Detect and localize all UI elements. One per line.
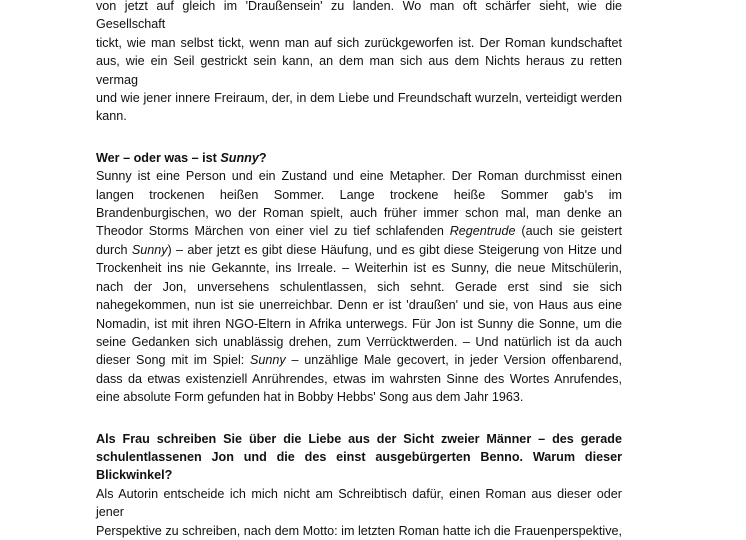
answer-paragraph-perspective [96,485,622,540]
document-page [96,0,622,540]
answer-1-text: Sunny ist eine Person und ein Zustand und eine Metapher. Der Roman durchmisst einen langen trockenen heißen Sommer. Lange trockene heiße Sommer gab's im Brandenburgischen, wo der Roman spielt, auch früher immer schon mal, man denke an Theodor Storms Märchen von einer viel zu tief schlafenden [96,169,622,239]
intro-line: von jetzt auf gleich im 'Draußensein' zu landen. Wo man oft schärfer sieht, wie die Gesellschaft [96,0,622,32]
answer-1-emphasis: Sunny [131,242,168,257]
intro-line: aus, wie ein Seil gestrickt sein kann, an dem man sich aus dem Nichts heraus zu retten vermag [96,54,622,87]
answer-1-text: ) – aber jetzt es gibt diese Häufung, und es gibt diese Steigerung von Hitze und Trockenheit ins nie Gekannte, ins Irreale. – Weiterhin ist es Sunny, die neue Mitschülerin, nach der Jon, unversehens schulentlassen, sich sehnt. Gerade erst sind sie sich nahegekommen, nun ist sie unerreichbar. Denn er ist 'draußen' und sie, von Haus aus eine Nomadin, ist mit ihren NGO-Eltern in Afrika unterwegs. Für Jon ist Sunny die Sonne, um die seine Gedanken sich unablässig drehen, zum Verrücktwerden. – Und natürlich ist da auch dieser Song mit im Spiel: [96,242,622,368]
answer-1-emphasis: Sunny [250,353,286,368]
question-1-prefix: Wer – oder was – ist [96,150,221,165]
answer-1-text: – unzählige Male gecovert, in jeder Version offenbarend, dass da etwas existenziell Anrührendes, etwas im wahrsten Sinne des Wortes Anrufendes, eine absolute Form gefunden hat in Bobby Hebbs' Song aus dem Jahr 1963. [96,353,622,405]
question-1-suffix: ? [258,150,267,165]
answer-1-emphasis: Regentrude [449,224,516,239]
intro-line: kann. [96,109,127,124]
question-1-emphasis: Sunny [220,150,259,165]
intro-paragraph [96,0,622,126]
answer-1-text: (auch sie geistert durch [96,224,622,257]
answer-2-line: Als Autorin entscheide ich mich nicht am Schreibtisch dafür, einen Roman aus dieser oder jener [96,486,622,520]
intro-line: und wie jener innere Freiraum, der, in dem Liebe und Freundschaft wurzeln, verteidigt werden [96,91,622,106]
answer-paragraph-sunny [96,167,622,406]
question-heading-perspective: Als Frau schreiben Sie über die Liebe aus der Sicht zweier Männer – des gerade schulentlassenen Jon und die des einst ausgebürgerten Benno. Warum dieser Blickwinkel? [96,431,622,483]
question-heading-sunny [96,149,622,167]
answer-2-line: Perspektive zu schreiben, nach dem Motto: im letzten Roman hatte ich die Frauenperspektive, [96,523,622,538]
intro-line: tickt, wie man selbst tickt, wenn man auf sich zurückgeworfen ist. Der Roman kundschaftet [96,35,622,50]
